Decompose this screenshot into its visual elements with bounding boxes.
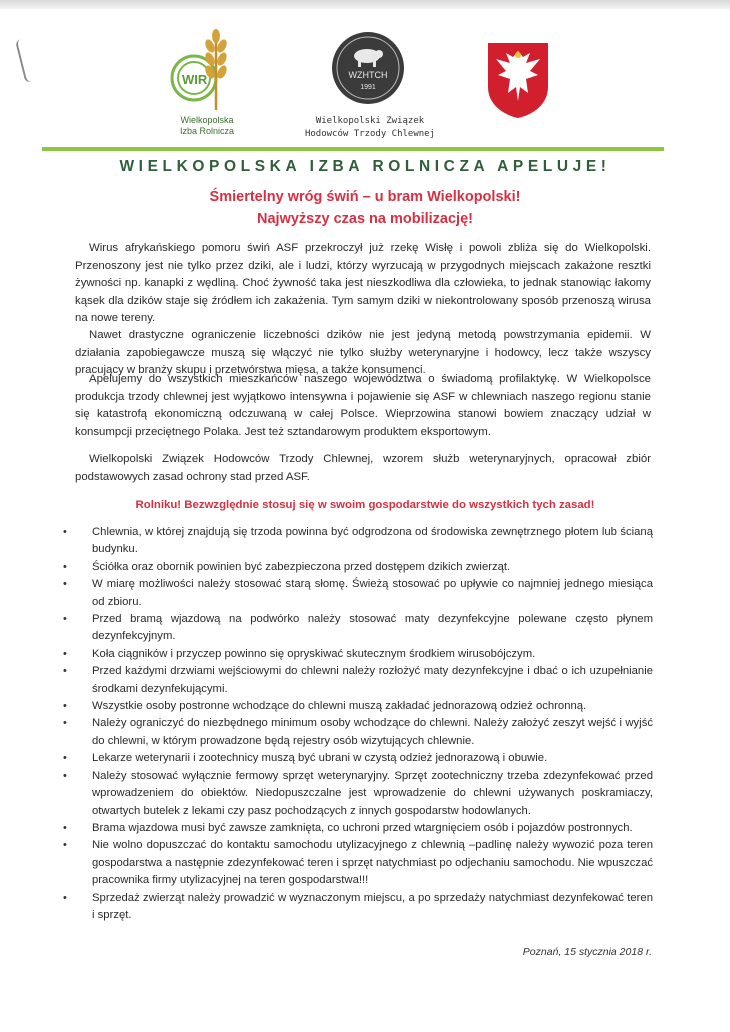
subtitle-2: Najwyższy czas na mobilizację!: [257, 211, 473, 227]
bullet-icon: •: [63, 613, 67, 626]
signature-date: Poznań, 15 stycznia 2018 r.: [522, 946, 652, 958]
list-item: [63, 646, 653, 663]
wheat-icon: [158, 28, 244, 114]
bullet-icon: •: [63, 700, 67, 713]
bullet-icon: •: [63, 578, 67, 591]
rules-list: [63, 524, 653, 924]
bullet-icon: •: [63, 752, 67, 765]
eagle-crest-logo: [486, 41, 550, 124]
bullet-icon: •: [63, 665, 67, 678]
list-item: [63, 890, 653, 925]
wzhtch-logo-year: 1991: [360, 84, 376, 91]
header-divider: [42, 147, 664, 151]
wzhtch-logo: [331, 31, 405, 110]
bullet-icon: •: [63, 769, 67, 782]
rule-text: Brama wjazdowa musi być zawsze zamknięta, co uchroni przed wtargnięciem osób i pojazdów postronnych.: [92, 821, 633, 834]
rule-text: Koła ciągników i przyczep powinno się opryskiwać skutecznym środkiem wirusobójczym.: [92, 647, 536, 660]
rule-text: Sprzedaż zwierząt należy prowadzić w wyznaczonym miejscu, a po sprzedaży natychmiast dezynfekować teren i sprzęt.: [92, 891, 653, 921]
list-item: [63, 611, 653, 646]
rule-text: Przed każdymi drzwiami wejściowymi do chlewni należy rozłożyć maty dezynfekcyjne i dbać o ich uzupełnianie środkami dezynfekującymi.: [92, 665, 653, 695]
wir-caption-line1: Wielkopolska: [180, 115, 234, 125]
list-item: [63, 820, 653, 837]
pig-icon: [331, 31, 405, 105]
rule-text: W miarę możliwości należy stosować starą słomę. Świeżą stosować po upływie co najmniej jednego miesiąca od zbioru.: [92, 578, 653, 608]
bullet-icon: •: [63, 821, 67, 834]
paragraph-1: Wirus afrykańskiego pomoru świń ASF przekroczył już rzekę Wisłę i powoli zbliża się do Wielkopolski. Przenoszony jest nie tylko przez dziki, ale i ludzi, którzy wyrzucają w przygodnych miejscach zakażone resztki żywności np. kanapki z wędliną. Choć żywność taka jest nieszkodliwa dla człowieka, to jednak stanowiąc łakomy kąsek dla dzików staje się źródłem ich zakażenia. Tym samym dziki w niekontrolowany sposób przenoszą wirusa na nowe tereny.: [75, 242, 651, 325]
rule-text: Wszystkie osoby postronne wchodzące do chlewni muszą zakładać jednorazową odzież ochronną.: [92, 700, 587, 713]
bullet-icon: •: [63, 839, 67, 852]
rule-text: Należy stosować wyłącznie fermowy sprzęt weterynaryjny. Sprzęt zootechniczny trzeba zdezynfekować przed wprowadzeniem do obiektów. Niedopuszczalne jest wprowadzenie do chlewni używanych poskramiaczy, otwartych butelek z lekami czy pasz pochodzących z innych gospodarstw hodowlanych.: [92, 769, 653, 817]
list-item: [63, 576, 653, 611]
list-item: [63, 663, 653, 698]
wzhtch-caption-line1: Wielkopolski Związek: [315, 116, 425, 126]
bullet-icon: •: [63, 717, 67, 730]
list-item: [63, 524, 653, 559]
wzhtch-caption-line2: Hodowców Trzody Chlewnej: [304, 129, 436, 139]
rule-text: Nie wolno dopuszczać do kontaktu samochodu utylizacyjnego z chlewnią –padlinę należy wywozić poza teren gospodarstwa a następnie zdezynfekować teren i sprzęt natychmiast po odjechaniu samochodu. Nie wpuszczać pracownika firmy utylizacyjnej na teren gospodarstwa!!!: [92, 839, 653, 887]
rule-text: Chlewnia, w której znajdują się trzoda powinna być odgrodzona od środowiska zewnętrznego płotem lub ścianą budynku.: [92, 526, 653, 556]
wir-logo-text: WIR: [182, 72, 208, 87]
rule-text: Należy ograniczyć do niezbędnego minimum osoby wchodzące do chlewni. Należy założyć zeszyt wejść i wyjść do chlewni, w którym prowadzone będą rejestry osób wizytujących chlewnie.: [92, 717, 653, 747]
rule-text: Przed bramą wjazdową na podwórko należy stosować maty dezynfekcyjne polewane często płynem dezynfekcyjnym.: [92, 613, 653, 643]
list-item: [63, 715, 653, 750]
rule-text: Ściółka oraz obornik powinien być zabezpieczona przed dostępem dzikich zwierząt.: [92, 560, 511, 573]
staple-mark: [15, 37, 41, 84]
wzhtch-caption: [280, 115, 460, 141]
wir-caption-line2: Izba Rolnicza: [179, 126, 235, 136]
bullet-icon: •: [63, 647, 67, 660]
rule-text: Lekarze weterynarii i zootechnicy muszą być ubrani w czystą odzież jednorazową i obuwie.: [92, 752, 548, 765]
paragraph-4: Wielkopolski Związek Hodowców Trzody Chlewnej, wzorem służb weterynaryjnych, opracował zbiór podstawowych zasad ochrony stad przed ASF.: [75, 453, 651, 483]
eagle-icon: [486, 41, 550, 119]
bullet-icon: •: [63, 891, 67, 904]
bullet-icon: •: [63, 526, 67, 538]
wzhtch-logo-text: WZHTCH: [348, 70, 388, 80]
paragraph-3: Apelujemy do wszystkich mieszkańców naszego województwa o świadomą profilaktykę. W Wielkopolsce produkcja trzody chlewnej jest wyjątkowo intensywna i pojawienie się ASF w chlewniach naszego regionu stanie się katastrofą ekonomiczną odczuwaną w całej Polsce. Wieprzowina stanowi bowiem znaczący udział w konsumpcji przeciętnego Polaka. Jest też sztandarowym produktem eksportowym.: [75, 373, 651, 438]
subtitle-1: Śmiertelny wróg świń – u bram Wielkopolski!: [209, 189, 521, 205]
warning-callout: Rolniku! Bezwzględnie stosuj się w swoim gospodarstwie do wszystkich tych zasad!: [135, 499, 595, 511]
list-item: [63, 837, 653, 889]
list-item: [63, 768, 653, 820]
page-title: WIELKOPOLSKA IZBA ROLNICZA APELUJE!: [119, 158, 611, 175]
list-item: [63, 698, 653, 715]
bullet-icon: •: [63, 560, 67, 573]
scan-edge: [0, 0, 730, 9]
paragraph-2: Nawet drastyczne ograniczenie liczebności dzików nie jest jedyną metodą powstrzymania epidemii. W działania zapobiegawcze muszą się włączyć nie tylko służby weterynaryjne i hodowcy, lecz także wszyscy pracujący w branży skupu i przetwórstwa mięsa, a także konsumenci.: [75, 329, 651, 377]
list-item: [63, 750, 653, 767]
list-item: [63, 559, 653, 576]
wir-caption: [152, 115, 262, 137]
